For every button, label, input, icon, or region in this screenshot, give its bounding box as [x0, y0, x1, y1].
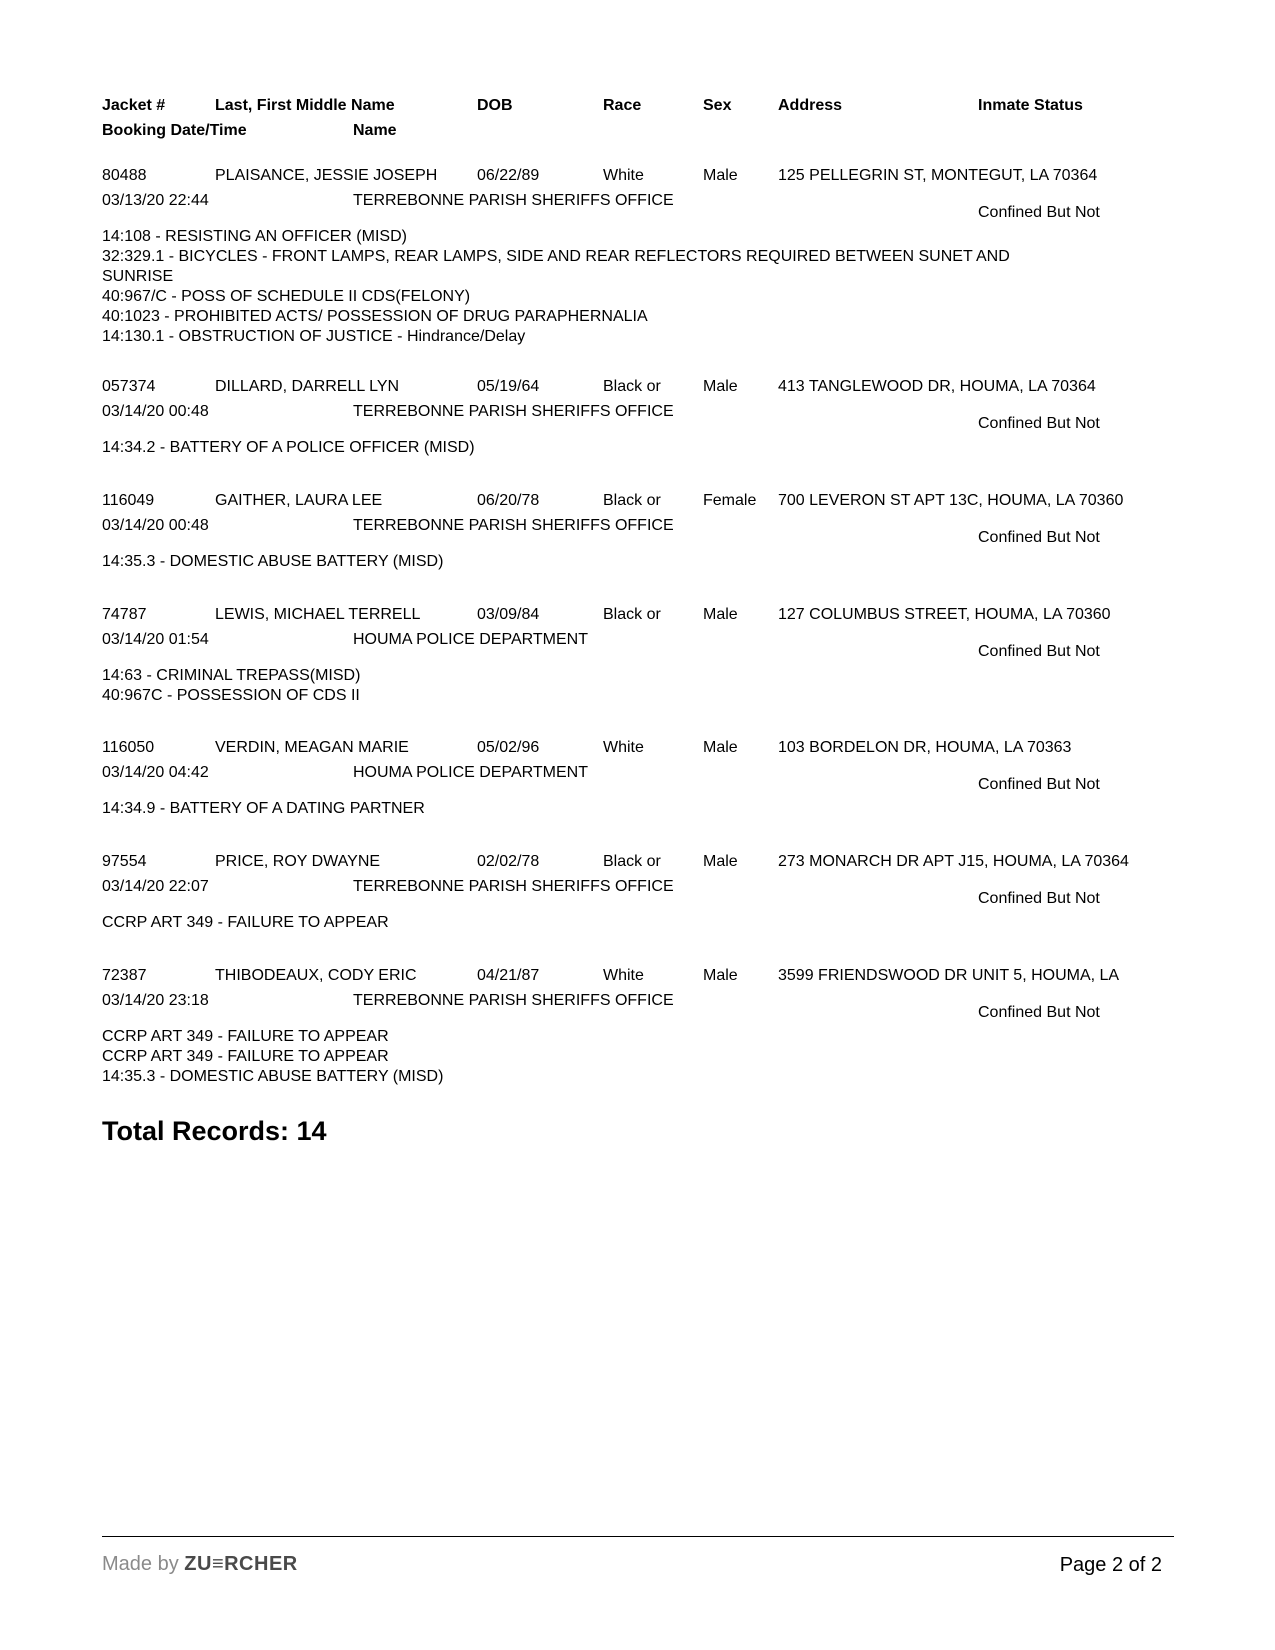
- charge-line: CCRP ART 349 - FAILURE TO APPEAR: [102, 1048, 389, 1065]
- record-charges: [102, 666, 1082, 706]
- record-agency: HOUMA POLICE DEPARTMENT: [353, 764, 588, 781]
- record-booking-datetime: 03/14/20 04:42: [102, 764, 209, 781]
- record-address: 125 PELLEGRIN ST, MONTEGUT, LA 70364: [778, 167, 1098, 184]
- record-inmate-status: Confined But Not: [978, 776, 1100, 793]
- charge-line: 14:63 - CRIMINAL TREPASS(MISD): [102, 667, 361, 684]
- header-sex: Sex: [703, 97, 732, 114]
- charge-line: SUNRISE: [102, 268, 174, 285]
- charge-line: 14:130.1 - OBSTRUCTION OF JUSTICE - Hindrance/Delay: [102, 328, 526, 345]
- record-name: DILLARD, DARRELL LYN: [215, 378, 400, 395]
- record-race: Black or: [603, 853, 661, 870]
- record-charges: [102, 227, 1082, 347]
- record-main-row: [0, 378, 1275, 398]
- record-agency: TERREBONNE PARISH SHERIFFS OFFICE: [353, 878, 674, 895]
- header-status: Inmate Status: [978, 97, 1083, 114]
- record-dob: 02/02/78: [477, 853, 540, 870]
- record-dob: 04/21/87: [477, 967, 540, 984]
- charge-line: 14:35.3 - DOMESTIC ABUSE BATTERY (MISD): [102, 1068, 444, 1085]
- footer-divider: [102, 1536, 1174, 1537]
- header-row-2: [0, 122, 1275, 142]
- record-race: Black or: [603, 378, 661, 395]
- charge-line: 40:1023 - PROHIBITED ACTS/ POSSESSION OF DRUG PARAPHERNALIA: [102, 308, 648, 325]
- record-dob: 06/22/89: [477, 167, 540, 184]
- record-charges: [102, 799, 1082, 819]
- made-by-label: Made by: [102, 1553, 179, 1575]
- record-jacket: 72387: [102, 967, 147, 984]
- record-address: 103 BORDELON DR, HOUMA, LA 70363: [778, 739, 1072, 756]
- record-main-row: [0, 967, 1275, 987]
- record-sex: Male: [703, 167, 738, 184]
- record-name: THIBODEAUX, CODY ERIC: [215, 967, 417, 984]
- record-dob: 03/09/84: [477, 606, 540, 623]
- record-jacket: 74787: [102, 606, 147, 623]
- header-dob: DOB: [477, 97, 513, 114]
- record-main-row: [0, 167, 1275, 187]
- record-address: 413 TANGLEWOOD DR, HOUMA, LA 70364: [778, 378, 1096, 395]
- record-agency: TERREBONNE PARISH SHERIFFS OFFICE: [353, 992, 674, 1009]
- charge-line: CCRP ART 349 - FAILURE TO APPEAR: [102, 914, 389, 931]
- charge-line: 14:35.3 - DOMESTIC ABUSE BATTERY (MISD): [102, 553, 444, 570]
- record-name: PLAISANCE, JESSIE JOSEPH: [215, 167, 438, 184]
- record-charges: [102, 1027, 1082, 1087]
- record-charges: [102, 913, 1082, 933]
- record-address: 3599 FRIENDSWOOD DR UNIT 5, HOUMA, LA: [778, 967, 1120, 984]
- record-jacket: 116050: [102, 739, 155, 756]
- record-booking-datetime: 03/14/20 01:54: [102, 631, 209, 648]
- record-sex: Male: [703, 378, 738, 395]
- record-sex: Male: [703, 739, 738, 756]
- record-jacket: 97554: [102, 853, 147, 870]
- header-agency: Name: [353, 122, 397, 139]
- record-address: 127 COLUMBUS STREET, HOUMA, LA 70360: [778, 606, 1111, 623]
- charge-line: 14:34.9 - BATTERY OF A DATING PARTNER: [102, 800, 425, 817]
- record-race: White: [603, 739, 644, 756]
- record-sex: Female: [703, 492, 757, 509]
- record-inmate-status: Confined But Not: [978, 643, 1100, 660]
- record-name: LEWIS, MICHAEL TERRELL: [215, 606, 421, 623]
- record-sex: Male: [703, 606, 738, 623]
- record-sex: Male: [703, 967, 738, 984]
- footer-brand: [102, 1553, 298, 1576]
- charge-line: 40:967C - POSSESSION OF CDS II: [102, 687, 360, 704]
- record-booking-datetime: 03/13/20 22:44: [102, 192, 209, 209]
- record-name: VERDIN, MEAGAN MARIE: [215, 739, 409, 756]
- record-dob: 05/19/64: [477, 378, 540, 395]
- total-records: Total Records: 14: [102, 1116, 327, 1146]
- record-main-row: [0, 606, 1275, 626]
- record-main-row: [0, 739, 1275, 759]
- column-headers: [0, 0, 1275, 150]
- record-jacket: 80488: [102, 167, 147, 184]
- record-inmate-status: Confined But Not: [978, 415, 1100, 432]
- record-charges: [102, 438, 1082, 458]
- record-race: Black or: [603, 606, 661, 623]
- record-agency: TERREBONNE PARISH SHERIFFS OFFICE: [353, 517, 674, 534]
- charge-line: 40:967/C - POSS OF SCHEDULE II CDS(FELONY): [102, 288, 471, 305]
- record-booking-datetime: 03/14/20 22:07: [102, 878, 209, 895]
- record-name: GAITHER, LAURA LEE: [215, 492, 383, 509]
- record-main-row: [0, 853, 1275, 873]
- record-main-row: [0, 492, 1275, 512]
- header-name: Last, First Middle Name: [215, 97, 395, 114]
- record-agency: TERREBONNE PARISH SHERIFFS OFFICE: [353, 403, 674, 420]
- charge-line: CCRP ART 349 - FAILURE TO APPEAR: [102, 1028, 389, 1045]
- record-dob: 06/20/78: [477, 492, 540, 509]
- record-agency: HOUMA POLICE DEPARTMENT: [353, 631, 588, 648]
- header-row-1: [0, 97, 1275, 117]
- record-agency: TERREBONNE PARISH SHERIFFS OFFICE: [353, 192, 674, 209]
- record-sex: Male: [703, 853, 738, 870]
- record-address: 700 LEVERON ST APT 13C, HOUMA, LA 70360: [778, 492, 1124, 509]
- charge-line: 14:34.2 - BATTERY OF A POLICE OFFICER (MISD): [102, 439, 475, 456]
- record-charges: [102, 552, 1082, 572]
- header-jacket: Jacket #: [102, 97, 166, 114]
- record-booking-datetime: 03/14/20 00:48: [102, 517, 209, 534]
- record-race: White: [603, 167, 644, 184]
- record-inmate-status: Confined But Not: [978, 204, 1100, 221]
- record-name: PRICE, ROY DWAYNE: [215, 853, 381, 870]
- record-race: White: [603, 967, 644, 984]
- brand-logo: ZU≡RCHER: [184, 1553, 298, 1575]
- page-number: Page 2 of 2: [1059, 1554, 1162, 1576]
- record-inmate-status: Confined But Not: [978, 890, 1100, 907]
- charge-line: 32:329.1 - BICYCLES - FRONT LAMPS, REAR LAMPS, SIDE AND REAR REFLECTORS REQUIRED BETWEEN SUNET AND: [102, 248, 1010, 265]
- record-jacket: 116049: [102, 492, 155, 509]
- header-booking: Booking Date/Time: [102, 122, 247, 139]
- record-dob: 05/02/96: [477, 739, 540, 756]
- header-address: Address: [778, 97, 843, 114]
- header-race: Race: [603, 97, 642, 114]
- record-race: Black or: [603, 492, 661, 509]
- charge-line: 14:108 - RESISTING AN OFFICER (MISD): [102, 228, 407, 245]
- record-inmate-status: Confined But Not: [978, 1004, 1100, 1021]
- record-jacket: 057374: [102, 378, 156, 395]
- record-booking-datetime: 03/14/20 23:18: [102, 992, 209, 1009]
- record-address: 273 MONARCH DR APT J15, HOUMA, LA 70364: [778, 853, 1129, 870]
- record-inmate-status: Confined But Not: [978, 529, 1100, 546]
- record-booking-datetime: 03/14/20 00:48: [102, 403, 209, 420]
